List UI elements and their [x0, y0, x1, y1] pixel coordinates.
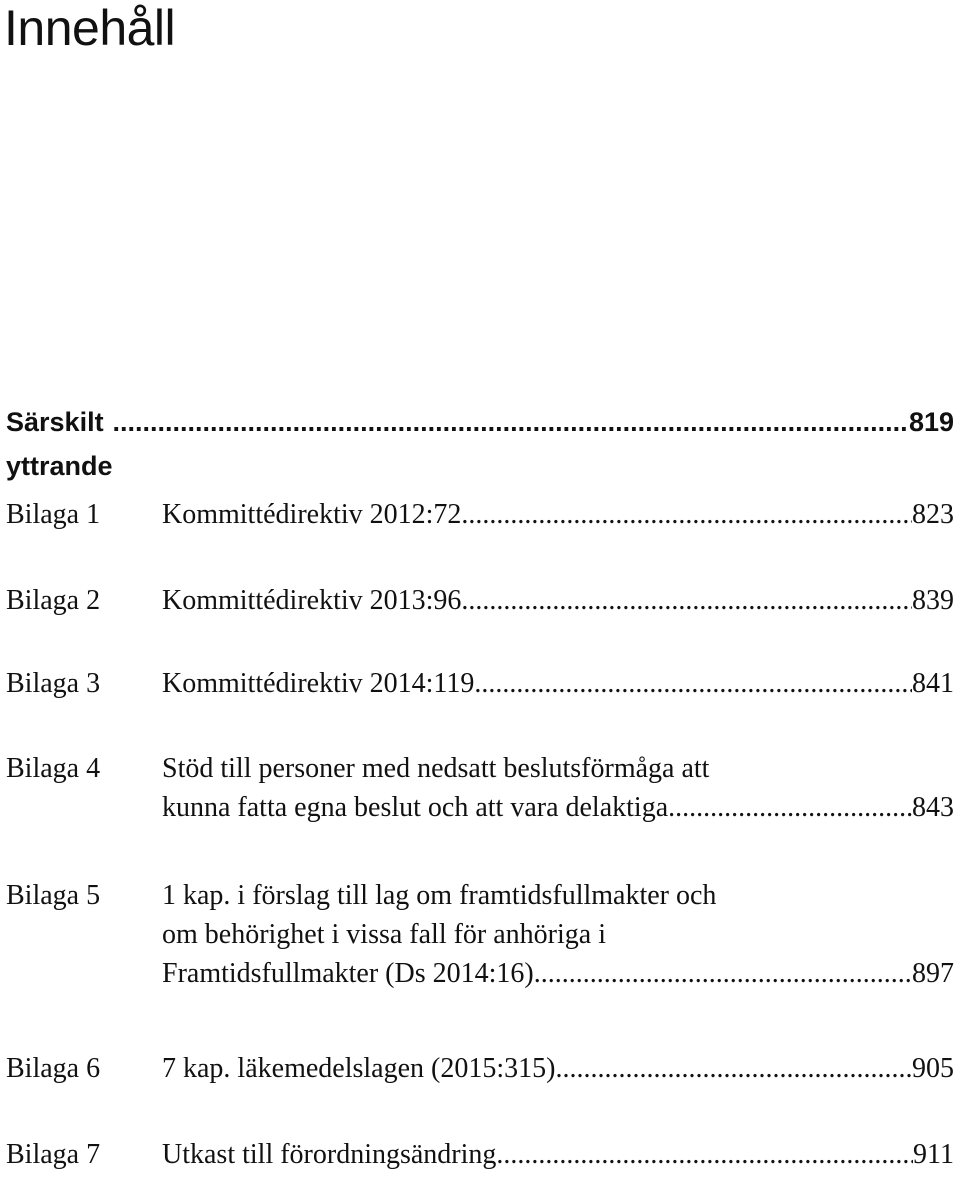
- dot-leader: [534, 954, 912, 993]
- toc-entry-bilaga-4[interactable]: [6, 749, 954, 827]
- page-title: Innehåll: [4, 0, 176, 56]
- toc-page-number: 897: [912, 958, 954, 989]
- dot-leader: [668, 788, 912, 827]
- toc-entry-body: [162, 581, 954, 620]
- toc-entry-body: [162, 1049, 954, 1088]
- dot-leader: [474, 664, 912, 703]
- toc-entry-title: Kommittédirektiv 2012:72: [162, 499, 462, 530]
- dot-leader: [461, 581, 912, 620]
- toc-entry-body: [162, 495, 954, 534]
- appendix-label: Bilaga 3: [6, 668, 101, 699]
- toc-entry-bilaga-6[interactable]: [6, 1049, 954, 1088]
- toc-entry-body: [162, 664, 954, 703]
- toc-page-number: 823: [912, 499, 954, 530]
- toc-entry-body: [162, 749, 954, 827]
- dot-leader: [555, 1049, 912, 1088]
- toc-page-number: 905: [912, 1053, 954, 1084]
- toc-entry-bilaga-5[interactable]: [6, 876, 954, 993]
- dot-leader: [496, 1135, 913, 1174]
- toc-entry-last-line: [162, 1135, 954, 1174]
- toc-entry-last-line: [162, 788, 954, 827]
- toc-entry-bilaga-3[interactable]: [6, 664, 954, 703]
- toc-page-number: 819: [908, 407, 954, 437]
- dot-leader: [113, 400, 909, 444]
- toc-entry-title-line: om behörighet i vissa fall för anhöriga i: [162, 919, 606, 950]
- toc-page-number: 841: [912, 668, 954, 699]
- toc-entry-title: kunna fatta egna beslut och att vara delaktiga: [162, 792, 669, 823]
- toc-entry-last-line: [162, 495, 954, 534]
- toc-entry-last-line: [162, 664, 954, 703]
- appendix-label: Bilaga 7: [6, 1139, 101, 1170]
- toc-page-number: 843: [912, 792, 954, 823]
- toc-entry-bilaga-7[interactable]: [6, 1135, 954, 1174]
- toc-entry-body: [162, 876, 954, 993]
- toc-entry-bilaga-1[interactable]: [6, 495, 954, 534]
- appendix-label: Bilaga 6: [6, 1053, 101, 1084]
- toc-entry-special-statement[interactable]: [6, 400, 954, 488]
- toc-entry-bilaga-2[interactable]: [6, 581, 954, 620]
- toc-entry-last-line: [162, 581, 954, 620]
- toc-entry-title: Kommittédirektiv 2013:96: [162, 585, 462, 616]
- toc-entry-title: Kommittédirektiv 2014:119: [162, 668, 475, 699]
- toc-entry-title: Särskilt yttrande: [6, 407, 113, 481]
- toc-entry-title: Framtidsfullmakter (Ds 2014:16): [162, 958, 534, 989]
- toc-entry-title: Utkast till förordningsändring: [162, 1139, 497, 1170]
- toc-page-number: 839: [912, 585, 954, 616]
- appendix-label: Bilaga 1: [6, 499, 101, 530]
- toc-entry-last-line: [162, 1049, 954, 1088]
- toc-entry-title-line: Stöd till personer med nedsatt beslutsförmåga att: [162, 753, 710, 784]
- dot-leader: [461, 495, 912, 534]
- appendix-label: Bilaga 2: [6, 585, 101, 616]
- toc-entry-title: 7 kap. läkemedelslagen (2015:315): [162, 1053, 556, 1084]
- toc-entry-title-line: 1 kap. i förslag till lag om framtidsfullmakter och: [162, 880, 717, 911]
- appendix-label: Bilaga 4: [6, 753, 101, 784]
- appendix-label: Bilaga 5: [6, 880, 101, 911]
- toc-entry-last-line: [162, 954, 954, 993]
- toc-page-number: 911: [913, 1139, 954, 1170]
- toc-entry-body: [162, 1135, 954, 1174]
